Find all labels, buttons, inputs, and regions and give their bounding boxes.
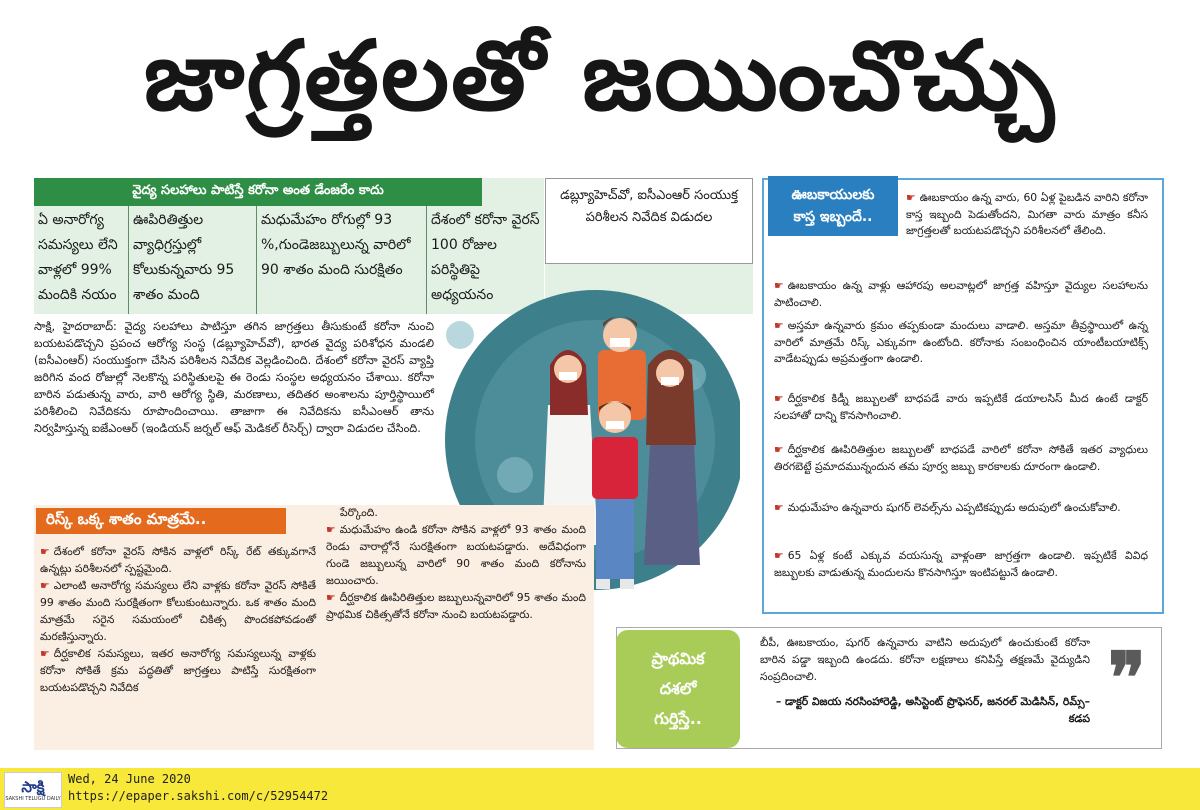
- footer-url-link[interactable]: https://epaper.sakshi.com/c/52954472: [68, 789, 329, 803]
- right-box-title: [768, 176, 898, 236]
- right-bullet-6: ☛ మధుమేహం ఉన్నవారు షుగర్ లెవల్స్‌ను ఎప్పటికప్పుడు అదుపులో ఉంచుకోవాలి.: [774, 501, 1121, 514]
- badge-line3: గుర్తిస్తే..: [654, 709, 702, 728]
- pointer-icon: ☛: [774, 549, 784, 562]
- right-bullet-3: ☛ అస్తమా ఉన్నవారు క్రమం తప్పకుండా మందులు వాడాలి. అస్తమా తీవ్రస్థాయిలో ఉన్న వారిలో మాత్రమే రిస్క్ ఎక్కువగా ఉంటోంది. కరోనాకు సంబంధించిన యాంటీబయాటిక్స్ వాడేటప్పుడు అప్రమత్తంగా ఉండాలి.: [774, 319, 1148, 365]
- risk-bullet: ☛ దీర్ఘకాలిక ఊపిరితిత్తుల జబ్బులున్నవారిలో 95 శాతం మంది ప్రాథమిక చికిత్సతోనే కరోనా నుంచి బయటపడ్డారు.: [326, 591, 586, 621]
- right-bullet-7: ☛ 65 ఏళ్ల కంటే ఎక్కువ వయసున్న వాళ్లంతా జాగ్రత్తగా ఉండాలి. ఇప్పటికే వివిధ జబ్బులకు వాడుతున్న మందులను కొనసాగిస్తూ ఇంటిపట్టునే ఉండాలి.: [774, 549, 1148, 579]
- source-box: డబ్ల్యూహెచ్‌వో, ఐసీఎంఆర్ సంయుక్త పరిశీలన నివేదిక విడుదల: [545, 178, 753, 264]
- pointer-icon: ☛: [774, 443, 784, 456]
- logo-wordmark: సాక్షి: [21, 777, 45, 796]
- stat-cell-healthy: ఏ అనారోగ్య సమస్యలు లేని వాళ్లలో 99% మందికి నయం: [34, 206, 129, 314]
- callout-badge: [616, 630, 740, 748]
- callout-signature: – డాక్టర్ విజయ నరసింహారెడ్డి, అసిస్టెంట్ ప్రొఫెసర్, జనరల్ మెడిసిన్, రిమ్స్–కడప: [775, 695, 1090, 725]
- pointer-icon: ☛: [40, 647, 50, 660]
- callout-quote: బీపీ, ఊబకాయం, షుగర్ ఉన్నవారు వాటిని అదుపులో ఉంచుకుంటే కరోనా బారిన పడ్డా ఇబ్బంది ఉండదు. కరోనా లక్షణాలు కనిపిస్తే తక్షణమే వైద్యుడిని సంప్రదించాలి.: [760, 636, 1090, 683]
- headline: జాగ్రత్తలతో జయించొచ్చు: [143, 19, 1057, 132]
- risk-column-1: [40, 543, 316, 696]
- pointer-icon: ☛: [40, 579, 50, 592]
- right-title-line1: ఊబకాయులకు: [791, 187, 875, 203]
- badge-line2: దశలో: [659, 679, 697, 698]
- risk-bullet: ☛ మధుమేహం ఉండి కరోనా సోకిన వాళ్లలో 93 శాతం మంది రెండు వారాల్లోనే సురక్షితంగా బయటపడ్డారు. అదేవిధంగా గుండె జబ్బులున్న వారిలో 90 శాతం మంది కరోనాను జయించారు.: [326, 523, 586, 587]
- pointer-icon: ☛: [774, 279, 784, 292]
- right-bullet-5: ☛ దీర్ఘకాలిక ఊపిరితిత్తుల జబ్బులతో బాధపడే వారిలో కరోనా సోకితే ఇతర వ్యాధులు తిరగబెట్టే ప్రమాదమున్నందున తమ పూర్వ జబ్బు కారకాలకు దూరంగా ఉండాలి.: [774, 443, 1148, 473]
- risk-bullet: ☛ ఎలాంటి అనారోగ్య సమస్యలు లేని వాళ్లకు కరోనా వైరస్ సోకితే 99 శాతం మంది సురక్షితంగా కోలుకుంటున్నారు. ఒక శాతం మంది మాత్రమే సరైన సమయంలో చికిత్స పొందకపోవడంతో మరణిస్తున్నారు.: [40, 579, 316, 643]
- pointer-icon: ☛: [906, 191, 916, 204]
- woman-figure: [644, 350, 700, 565]
- stats-title: వైద్య సలహాలు పాటిస్తే కరోనా అంత డేంజరేం కాదు: [34, 178, 482, 206]
- intro-paragraph: సాక్షి, హైదరాబాద్: వైద్య సలహాలు పాటిస్తూ తగిన జాగ్రత్తలు తీసుకుంటే కరోనా నుంచి బయటపడొచ్చని ప్రపంచ ఆరోగ్య సంస్థ (డబ్ల్యూహెచ్‌వో), భారత వైద్య పరిశోధన మండలి (ఐసీఎంఆర్) సంయుక్తంగా చేసిన పరిశీలన నివేదిక వెల్లడించింది. దేశంలో కరోనా వైరస్ వ్యాప్తి జరిగిన వంద రోజుల్లో నెలకొన్న పరిస్థితులపై ఈ రెండు సంస్థల అధ్యయనం చేశాయి. కరోనా బారిన పడుతున్న వారు, వారి ఆరోగ్య స్థితి, మరణాలు, తదితర అంశాలను పూర్తిస్థాయిలో పరిశీలించి నివేదికను రూపొందించాయి. తాజాగా ఈ నివేదికను ఐసీఎంఆర్ తాను నిర్వహిస్తున్న ఐజేఎంఆర్ (ఇండియన్ జర్నల్ ఆఫ్ మెడికల్ రీసెర్చ్) ద్వారా విడుదల చేసింది.: [34, 320, 434, 435]
- pointer-icon: ☛: [326, 523, 336, 536]
- stat-cell-diabetes: మధుమేహం రోగుల్లో 93 %,గుండెజబ్బులున్న వారిలో 90 శాతం మంది సురక్షితం: [257, 206, 427, 314]
- risk-title: రిస్క్ ఒక్క శాతం మాత్రమే..: [36, 508, 286, 534]
- pointer-icon: ☛: [774, 319, 784, 332]
- pointer-icon: ☛: [774, 392, 784, 405]
- pointer-icon: ☛: [774, 501, 784, 514]
- right-bullet-4: ☛ దీర్ఘకాలిక కిడ్నీ జబ్బులతో బాధపడే వారు ఇప్పటికే డయాలసిస్ మీద ఉంటే డాక్టర్ సలహాతో దాన్ని కొనసాగించాలి.: [774, 392, 1148, 422]
- stat-cell-study: దేశంలో కరోనా వైరస్ 100 రోజుల పరిస్థితిపై అధ్యయనం: [431, 212, 540, 303]
- right-title-line2: కాస్త ఇబ్బందే..: [793, 209, 873, 225]
- right-bullet-1: ☛ ఊబకాయం ఉన్న వారు, 60 ఏళ్ల పైబడిన వారిని కరోనా కాస్త ఇబ్బంది పెడుతోందని, మిగతా వారు మాత్రం కనీస జాగ్రత్తలతో బయటపడొచ్చని పరిశీలనలో తేలింది.: [906, 191, 1148, 237]
- logo-subtitle: SAKSHI TELUGU DAILY: [5, 795, 61, 802]
- pointer-icon: ☛: [326, 591, 336, 604]
- footer-date: Wed, 24 June 2020: [68, 772, 191, 786]
- quote-mark-icon: ❞: [1108, 636, 1146, 719]
- sakshi-logo[interactable]: [4, 772, 62, 808]
- risk-column-2: [326, 504, 586, 623]
- stat-cell-lung: ఊపిరితిత్తుల వ్యాధిగ్రస్తుల్లో కోలుకున్నవారు 95 శాతం మంది: [129, 206, 257, 314]
- pointer-icon: ☛: [40, 545, 50, 558]
- right-bullet-2: ☛ ఊబకాయం ఉన్న వాళ్లు ఆహారపు అలవాట్లలో జాగ్రత్త వహిస్తూ వైద్యుల సలహాలను పాటించాలి.: [774, 279, 1148, 309]
- risk-bullet: ☛ దీర్ఘకాలిక సమస్యలు, ఇతర అనారోగ్య సమస్యలున్న వాళ్లకు కరోనా సోకితే క్రమ పద్ధతితో జాగ్రత్తలు పాటిస్తే సురక్షితంగా బయటపడొచ్చని నివేదిక: [40, 647, 316, 694]
- risk-bullet: ☛ దేశంలో కరోనా వైరస్ సోకిన వాళ్లలో రిస్క్ రేట్ తక్కువగానే ఉన్నట్లు పరిశీలనలో స్పష్టమైంది.: [40, 545, 316, 575]
- risk-continuation: పేర్కొంది.: [340, 506, 378, 519]
- badge-line1: ప్రాథమిక: [651, 649, 705, 668]
